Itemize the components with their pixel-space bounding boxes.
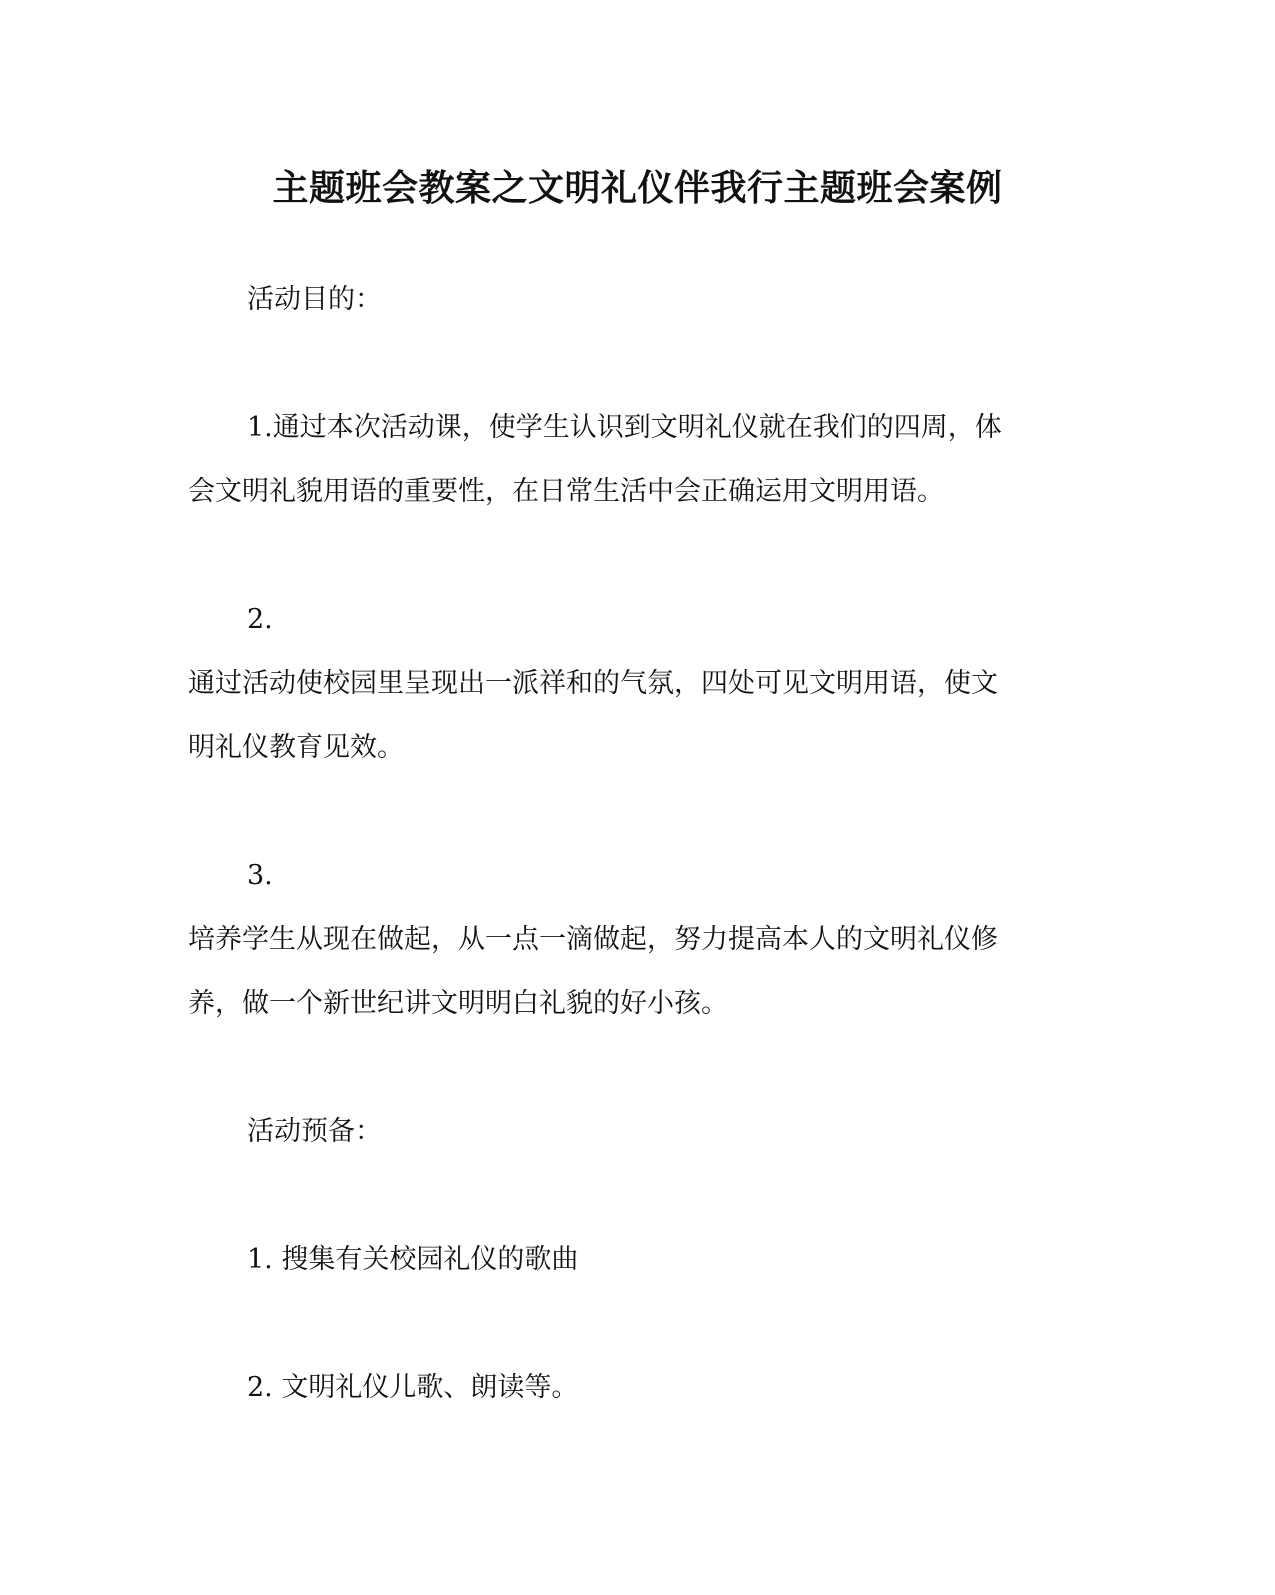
prep-item-2: 2. 文明礼仪儿歌、朗读等。 xyxy=(247,1372,579,1403)
goal-2-line-2: 明礼仪教育见效。 xyxy=(188,732,404,763)
goal-3-number: 3. xyxy=(247,860,273,891)
goal-3-line-2: 养，做一个新世纪讲文明明白礼貌的好小孩。 xyxy=(188,988,728,1019)
goal-1-line-1: 1.通过本次活动课，使学生认识到文明礼仪就在我们的四周，体 xyxy=(247,412,1002,443)
goal-1-line-2: 会文明礼貌用语的重要性，在日常生活中会正确运用文明用语。 xyxy=(188,476,944,507)
document-title: 主题班会教案之文明礼仪伴我行主题班会案例 xyxy=(272,167,1003,209)
purpose-heading: 活动目的： xyxy=(247,284,382,315)
prep-item-1: 1. 搜集有关校园礼仪的歌曲 xyxy=(247,1244,579,1275)
goal-2-line-1: 通过活动使校园里呈现出一派祥和的气氛，四处可见文明用语，使文 xyxy=(188,668,998,699)
prep-heading: 活动预备： xyxy=(247,1116,382,1147)
goal-3-line-1: 培养学生从现在做起，从一点一滴做起，努力提高本人的文明礼仪修 xyxy=(188,924,998,955)
goal-2-number: 2. xyxy=(247,604,273,635)
